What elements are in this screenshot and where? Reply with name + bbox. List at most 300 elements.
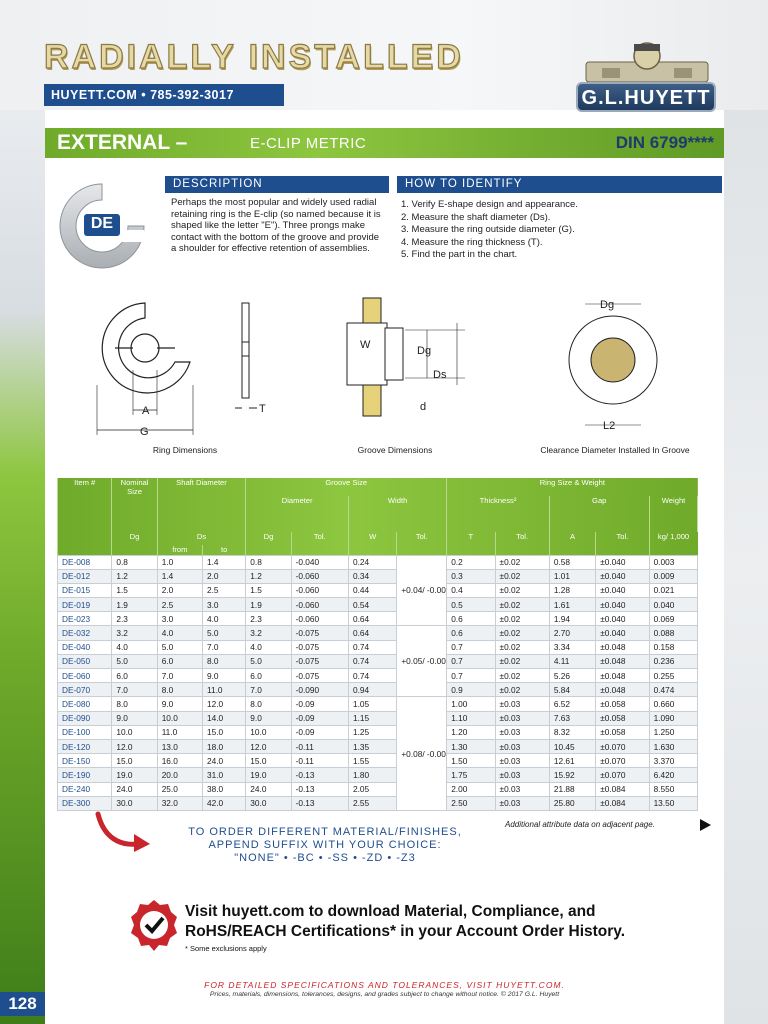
table-cell: 4.11 — [549, 654, 595, 668]
table-cell: 8.32 — [549, 725, 595, 739]
table-row — [58, 569, 698, 583]
table-cell: 2.70 — [549, 626, 595, 640]
table-cell: 25.0 — [157, 782, 202, 796]
table-cell: 9.0 — [246, 711, 291, 725]
table-cell: 1.2 — [246, 569, 291, 583]
table-cell: 6.420 — [649, 768, 697, 782]
label-w: W — [360, 339, 371, 351]
table-row — [58, 768, 698, 782]
item-cell[interactable]: DE-060 — [58, 669, 112, 683]
thickness-drawing — [235, 303, 257, 408]
table-cell: 24.0 — [203, 754, 246, 768]
table-cell: 2.0 — [157, 583, 202, 597]
width-tolerance-cell: +0.04/ -0.00 — [397, 555, 447, 626]
table-cell: -0.060 — [291, 583, 348, 597]
header-gap: Gap — [549, 496, 649, 532]
table-cell: 0.64 — [349, 612, 397, 626]
description-heading: DESCRIPTION — [165, 176, 389, 193]
header-item: Item # — [58, 478, 112, 532]
description-text: Perhaps the most popular and widely used radial retaining ring is the E-clip (so named because it is shaped like the letter "E"). Three prongs make contact with the bottom of the groove and provide a shoulder for effective retention of assemblies. — [171, 197, 381, 255]
table-cell: -0.13 — [291, 768, 348, 782]
table-cell: 5.0 — [203, 626, 246, 640]
table-cell: 1.94 — [549, 612, 595, 626]
table-cell: -0.11 — [291, 754, 348, 768]
subheader-w: W — [349, 532, 397, 555]
table-cell: 0.255 — [649, 669, 697, 683]
width-tolerance-cell: +0.05/ -0.00 — [397, 626, 447, 697]
table-cell: 18.0 — [203, 739, 246, 753]
header-nominal: Nominal Size — [112, 478, 157, 532]
certification-line: Visit huyett.com to download Material, Compliance, and — [185, 903, 596, 920]
table-cell: 25.80 — [549, 796, 595, 810]
dimension-figures — [45, 290, 724, 465]
table-cell: 12.0 — [112, 739, 157, 753]
table-cell: 0.236 — [649, 654, 697, 668]
identify-step: 2. Measure the shaft diameter (Ds). — [401, 211, 551, 223]
table-cell: 5.84 — [549, 683, 595, 697]
table-cell: 3.2 — [112, 626, 157, 640]
table-cell: 4.0 — [112, 640, 157, 654]
table-row — [58, 782, 698, 796]
item-cell[interactable]: DE-050 — [58, 654, 112, 668]
table-cell: 11.0 — [203, 683, 246, 697]
curved-arrow — [94, 810, 154, 854]
item-cell[interactable]: DE-240 — [58, 782, 112, 796]
table-cell: 14.0 — [203, 711, 246, 725]
table-cell: 1.2 — [112, 569, 157, 583]
table-cell: 1.9 — [246, 598, 291, 612]
table-cell: 38.0 — [203, 782, 246, 796]
table-cell: ±0.048 — [596, 669, 649, 683]
table-cell: 9.0 — [157, 697, 202, 711]
header-diameter: Diameter — [246, 496, 349, 532]
table-cell: 0.74 — [349, 640, 397, 654]
table-cell: ±0.03 — [495, 782, 549, 796]
identify-heading: HOW TO IDENTIFY — [397, 176, 722, 193]
table-cell: 6.52 — [549, 697, 595, 711]
table-cell: 15.0 — [203, 725, 246, 739]
table-cell: 6.0 — [246, 669, 291, 683]
table-cell: 24.0 — [246, 782, 291, 796]
table-cell: -0.060 — [291, 569, 348, 583]
table-cell: 2.50 — [447, 796, 495, 810]
table-cell: 10.45 — [549, 739, 595, 753]
table-cell: 3.0 — [203, 598, 246, 612]
certification-badge — [130, 898, 178, 956]
table-row — [58, 683, 698, 697]
table-cell: 0.7 — [447, 640, 495, 654]
table-cell: ±0.02 — [495, 683, 549, 697]
table-cell: 5.0 — [246, 654, 291, 668]
mascot-icon — [572, 38, 722, 86]
table-cell: 19.0 — [246, 768, 291, 782]
table-cell: 19.0 — [112, 768, 157, 782]
table-cell: 0.8 — [112, 555, 157, 569]
subheader-kg: kg/ 1,000 — [649, 532, 697, 555]
table-cell: 2.5 — [157, 598, 202, 612]
label-dg: Dg — [417, 345, 432, 357]
table-cell: -0.075 — [291, 640, 348, 654]
item-cell[interactable]: DE-012 — [58, 569, 112, 583]
table-cell: 0.158 — [649, 640, 697, 654]
table-cell: 13.0 — [157, 739, 202, 753]
table-cell: 1.75 — [447, 768, 495, 782]
table-cell: -0.13 — [291, 782, 348, 796]
table-cell: ±0.02 — [495, 669, 549, 683]
table-cell: 9.0 — [203, 669, 246, 683]
table-cell: 5.0 — [112, 654, 157, 668]
table-cell: 3.2 — [246, 626, 291, 640]
table-cell: 1.15 — [349, 711, 397, 725]
table-cell: 0.94 — [349, 683, 397, 697]
table-cell: ±0.03 — [495, 768, 549, 782]
table-cell: ±0.070 — [596, 739, 649, 753]
subheader-a: A — [549, 532, 595, 555]
table-cell: 8.0 — [246, 697, 291, 711]
spec-table — [57, 478, 698, 811]
table-cell: ±0.02 — [495, 555, 549, 569]
adjacent-page-note: Additional attribute data on adjacent page. — [505, 820, 655, 829]
table-cell: ±0.03 — [495, 711, 549, 725]
table-cell: ±0.03 — [495, 697, 549, 711]
item-cell[interactable]: DE-015 — [58, 583, 112, 597]
table-cell: ±0.02 — [495, 612, 549, 626]
ring-caption: Ring Dimensions — [152, 445, 218, 455]
table-cell: 0.5 — [447, 598, 495, 612]
table-cell: 0.64 — [349, 626, 397, 640]
table-cell: ±0.058 — [596, 711, 649, 725]
item-cell[interactable]: DE-300 — [58, 796, 112, 810]
identify-steps — [401, 199, 721, 262]
table-cell: ±0.040 — [596, 569, 649, 583]
subheader-t: T — [447, 532, 495, 555]
table-cell: -0.040 — [291, 555, 348, 569]
table-cell: ±0.03 — [495, 725, 549, 739]
table-cell: 4.0 — [203, 612, 246, 626]
table-row — [58, 612, 698, 626]
table-cell: 1.25 — [349, 725, 397, 739]
table-cell: 9.0 — [112, 711, 157, 725]
table-cell: ±0.040 — [596, 626, 649, 640]
identify-step: 1. Verify E-shape design and appearance. — [401, 199, 578, 210]
table-cell: 10.0 — [246, 725, 291, 739]
table-cell: 2.3 — [246, 612, 291, 626]
table-cell: 1.630 — [649, 739, 697, 753]
table-cell: 0.088 — [649, 626, 697, 640]
header-ring: Ring Size & Weight — [447, 478, 698, 496]
table-cell: 21.88 — [549, 782, 595, 796]
table-cell: 1.35 — [349, 739, 397, 753]
table-cell: 1.55 — [349, 754, 397, 768]
groove-caption: Groove Dimensions — [357, 445, 433, 455]
table-cell: 3.370 — [649, 754, 697, 768]
spec-table-body — [58, 555, 698, 810]
table-cell: 8.550 — [649, 782, 697, 796]
clearance-caption: Clearance Diameter Installed In Groove — [540, 445, 690, 455]
table-cell: 1.00 — [447, 697, 495, 711]
table-cell: 0.24 — [349, 555, 397, 569]
table-cell: ±0.058 — [596, 725, 649, 739]
table-cell: 31.0 — [203, 768, 246, 782]
table-cell: 0.003 — [649, 555, 697, 569]
table-cell: 24.0 — [112, 782, 157, 796]
item-cell[interactable]: DE-023 — [58, 612, 112, 626]
table-cell: 0.4 — [447, 583, 495, 597]
table-row — [58, 711, 698, 725]
table-cell: 15.92 — [549, 768, 595, 782]
item-cell[interactable]: DE-008 — [58, 555, 112, 569]
item-cell[interactable]: DE-032 — [58, 626, 112, 640]
table-cell: ±0.070 — [596, 754, 649, 768]
table-cell: 0.7 — [447, 669, 495, 683]
table-cell: 1.61 — [549, 598, 595, 612]
identify-step: 4. Measure the ring thickness (T). — [401, 236, 543, 248]
clearance-drawing — [569, 304, 657, 425]
header-thickness: Thickness² — [447, 496, 550, 532]
table-cell: -0.090 — [291, 683, 348, 697]
table-cell: 10.0 — [157, 711, 202, 725]
table-cell: ±0.02 — [495, 640, 549, 654]
table-cell: 0.021 — [649, 583, 697, 597]
table-row — [58, 598, 698, 612]
table-cell: 7.0 — [246, 683, 291, 697]
table-cell: ±0.084 — [596, 796, 649, 810]
table-cell: -0.060 — [291, 598, 348, 612]
table-cell: 12.0 — [246, 739, 291, 753]
table-cell: 0.474 — [649, 683, 697, 697]
label-d: d — [420, 401, 427, 413]
label-dg-clearance: Dg — [600, 299, 615, 311]
table-cell: 15.0 — [112, 754, 157, 768]
table-cell: 4.0 — [157, 626, 202, 640]
table-cell: ±0.070 — [596, 768, 649, 782]
checkmark-seal-icon — [130, 898, 178, 956]
page-number: 128 — [0, 992, 45, 1016]
table-cell: 8.0 — [157, 683, 202, 697]
table-cell: 0.3 — [447, 569, 495, 583]
table-cell: ±0.03 — [495, 754, 549, 768]
table-row — [58, 697, 698, 711]
subheader-to: to — [203, 545, 246, 555]
huyett-logo — [572, 38, 722, 120]
table-row — [58, 626, 698, 640]
table-cell: 13.50 — [649, 796, 697, 810]
header-weight: Weight — [649, 496, 697, 532]
table-cell: 8.0 — [203, 654, 246, 668]
table-cell: -0.09 — [291, 697, 348, 711]
table-cell: 0.9 — [447, 683, 495, 697]
table-cell: 1.090 — [649, 711, 697, 725]
table-cell: -0.09 — [291, 711, 348, 725]
table-cell: 10.0 — [112, 725, 157, 739]
table-cell: 7.63 — [549, 711, 595, 725]
subheader-from: from — [157, 545, 202, 555]
table-cell: 6.0 — [112, 669, 157, 683]
table-cell: ±0.048 — [596, 654, 649, 668]
order-note-line: TO ORDER DIFFERENT MATERIAL/FINISHES, — [188, 826, 462, 838]
table-cell: ±0.040 — [596, 612, 649, 626]
table-cell: 2.3 — [112, 612, 157, 626]
subheader-dg: Dg — [112, 532, 157, 555]
table-cell: 15.0 — [246, 754, 291, 768]
table-cell: 1.10 — [447, 711, 495, 725]
certification-text — [185, 902, 625, 942]
table-cell: 7.0 — [157, 669, 202, 683]
certification-footnote: * Some exclusions apply — [185, 944, 267, 953]
table-cell: 1.01 — [549, 569, 595, 583]
logo-plate: G.L.HUYETT — [576, 82, 716, 112]
section-title: EXTERNAL – — [57, 131, 188, 154]
table-cell: 0.34 — [349, 569, 397, 583]
table-cell: -0.060 — [291, 612, 348, 626]
item-cell[interactable]: DE-190 — [58, 768, 112, 782]
section-bar — [45, 128, 724, 158]
table-cell: 1.250 — [649, 725, 697, 739]
table-cell: 16.0 — [157, 754, 202, 768]
header-groove: Groove Size — [246, 478, 447, 496]
subheader-tol: Tol. — [495, 532, 549, 555]
table-row — [58, 796, 698, 810]
table-cell: 11.0 — [157, 725, 202, 739]
footer-specs-link[interactable]: FOR DETAILED SPECIFICATIONS AND TOLERANCES, VISIT HUYETT.COM. — [204, 980, 565, 990]
table-cell: 0.44 — [349, 583, 397, 597]
e-clip-badge — [48, 180, 156, 272]
table-row — [58, 669, 698, 683]
table-cell: ±0.040 — [596, 598, 649, 612]
item-cell[interactable]: DE-040 — [58, 640, 112, 654]
table-cell: -0.09 — [291, 725, 348, 739]
header-shaft: Shaft Diameter — [157, 478, 246, 532]
label-ds: Ds — [433, 369, 447, 381]
table-cell: 2.5 — [203, 583, 246, 597]
table-row — [58, 583, 698, 597]
subheader-tol: Tol. — [291, 532, 348, 555]
table-cell: 20.0 — [157, 768, 202, 782]
table-row — [58, 555, 698, 569]
table-cell: 12.61 — [549, 754, 595, 768]
item-cell[interactable]: DE-150 — [58, 754, 112, 768]
table-cell: 0.74 — [349, 654, 397, 668]
table-cell: 1.28 — [549, 583, 595, 597]
label-g: G — [140, 426, 149, 438]
table-cell: 0.069 — [649, 612, 697, 626]
din-standard: DIN 6799**** — [615, 133, 714, 152]
subheader-tol: Tol. — [397, 532, 447, 555]
table-cell: ±0.040 — [596, 555, 649, 569]
table-cell: 1.20 — [447, 725, 495, 739]
table-cell: 0.54 — [349, 598, 397, 612]
table-cell: 0.8 — [246, 555, 291, 569]
item-cell[interactable]: DE-080 — [58, 697, 112, 711]
table-cell: 8.0 — [112, 697, 157, 711]
table-cell: 7.0 — [112, 683, 157, 697]
item-cell[interactable]: DE-019 — [58, 598, 112, 612]
table-cell: 3.34 — [549, 640, 595, 654]
table-cell: -0.11 — [291, 739, 348, 753]
identify-step: 3. Measure the ring outside diameter (G). — [401, 224, 575, 236]
section-subtitle: E-CLIP METRIC — [250, 135, 367, 152]
table-cell: -0.13 — [291, 796, 348, 810]
item-cell[interactable]: DE-090 — [58, 711, 112, 725]
table-cell: -0.075 — [291, 669, 348, 683]
table-cell: -0.075 — [291, 626, 348, 640]
table-row — [58, 739, 698, 753]
table-cell: 30.0 — [112, 796, 157, 810]
subheader-tol: Tol. — [596, 532, 649, 555]
right-margin-band — [724, 110, 768, 1024]
table-cell: 1.05 — [349, 697, 397, 711]
series-badge: DE — [84, 214, 120, 236]
table-cell: 2.05 — [349, 782, 397, 796]
table-cell: ±0.048 — [596, 683, 649, 697]
identify-step: 5. Find the part in the chart. — [401, 249, 518, 261]
item-cell[interactable]: DE-100 — [58, 725, 112, 739]
table-cell: 0.58 — [549, 555, 595, 569]
table-cell: 1.50 — [447, 754, 495, 768]
table-cell: 5.26 — [549, 669, 595, 683]
label-a: A — [142, 405, 150, 417]
table-cell: 0.040 — [649, 598, 697, 612]
table-cell: 6.0 — [157, 654, 202, 668]
table-cell: 7.0 — [203, 640, 246, 654]
table-cell: 1.5 — [246, 583, 291, 597]
table-cell: 2.55 — [349, 796, 397, 810]
table-cell: 2.0 — [203, 569, 246, 583]
table-cell: 1.0 — [157, 555, 202, 569]
table-cell: ±0.02 — [495, 598, 549, 612]
table-cell: 12.0 — [203, 697, 246, 711]
table-row — [58, 640, 698, 654]
table-cell: 0.74 — [349, 669, 397, 683]
header-width: Width — [349, 496, 447, 532]
table-cell: 2.00 — [447, 782, 495, 796]
item-cell[interactable]: DE-070 — [58, 683, 112, 697]
table-cell: 1.4 — [203, 555, 246, 569]
table-cell: -0.075 — [291, 654, 348, 668]
table-row — [58, 754, 698, 768]
item-cell[interactable]: DE-120 — [58, 739, 112, 753]
table-cell: 0.2 — [447, 555, 495, 569]
table-cell: 32.0 — [157, 796, 202, 810]
subheader-dg2: Dg — [246, 532, 291, 555]
dimension-drawings — [45, 290, 724, 465]
table-cell: 0.660 — [649, 697, 697, 711]
label-l2: L2 — [603, 420, 616, 432]
contact-bar[interactable]: HUYETT.COM • 785-392-3017 — [44, 84, 284, 106]
table-cell: 4.0 — [246, 640, 291, 654]
table-cell: ±0.084 — [596, 782, 649, 796]
certification-line: RoHS/REACH Certifications* in your Account Order History. — [185, 923, 626, 940]
table-cell: ±0.03 — [495, 739, 549, 753]
table-cell: 3.0 — [157, 612, 202, 626]
left-margin-band — [0, 110, 45, 1024]
table-cell: ±0.02 — [495, 654, 549, 668]
subheader-ds: Ds — [157, 532, 246, 545]
table-cell: ±0.02 — [495, 569, 549, 583]
table-cell: ±0.058 — [596, 697, 649, 711]
table-cell: ±0.02 — [495, 626, 549, 640]
next-page-arrow-icon[interactable] — [700, 819, 711, 831]
groove-drawing — [347, 298, 465, 416]
curved-arrow-icon — [94, 810, 154, 854]
table-cell: 0.6 — [447, 612, 495, 626]
table-cell: 30.0 — [246, 796, 291, 810]
width-tolerance-cell: +0.08/ -0.00 — [397, 697, 447, 811]
table-cell: 5.0 — [157, 640, 202, 654]
order-note-line: APPEND SUFFIX WITH YOUR CHOICE: — [208, 839, 442, 851]
table-cell: 1.80 — [349, 768, 397, 782]
table-cell: 0.6 — [447, 626, 495, 640]
